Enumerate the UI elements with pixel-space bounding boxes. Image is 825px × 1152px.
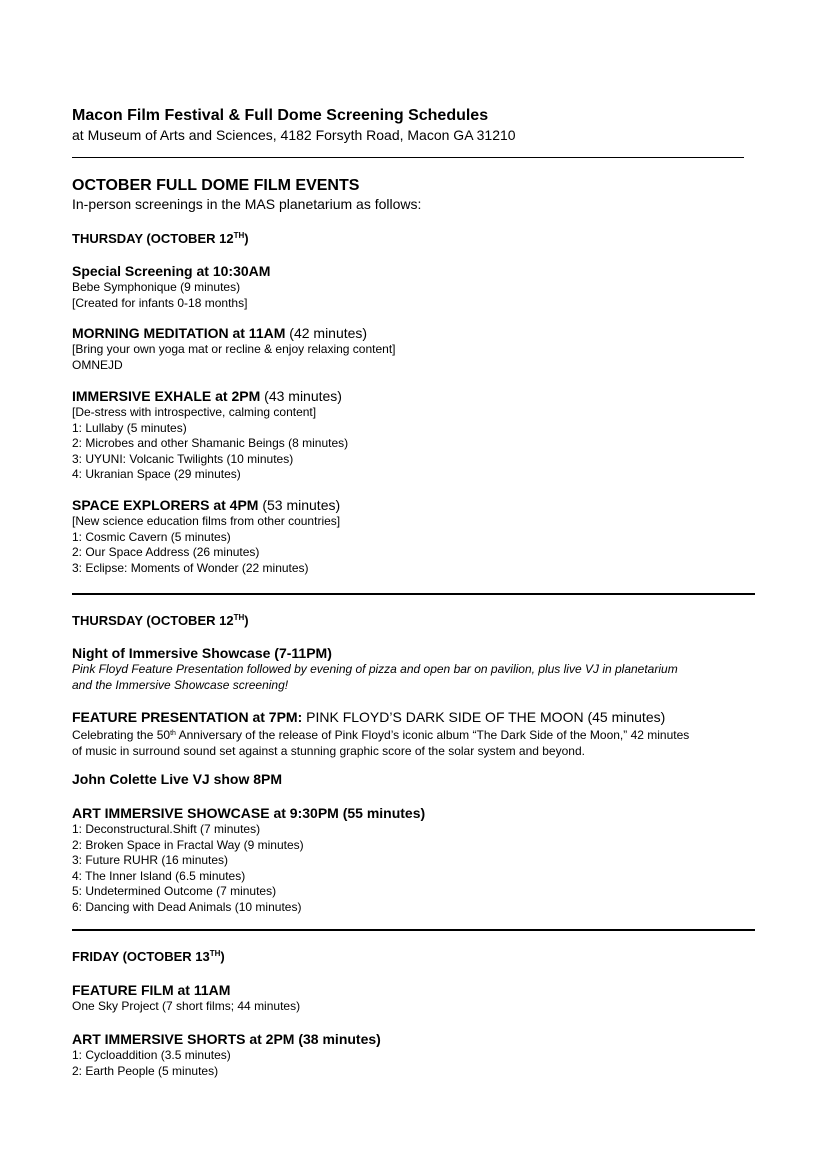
event-immersive-exhale — [72, 388, 762, 483]
event-detail: Celebrating the 50th Anniversary of the release of Pink Floyd’s iconic album “The Dark Side of the Moon,” 42 minutes — [72, 728, 690, 742]
event-duration: (42 minutes) — [285, 325, 368, 341]
event-detail: [De-stress with introspective, calming content] — [72, 405, 317, 419]
event-live-vj-show — [72, 771, 762, 788]
event-duration: (53 minutes) — [258, 497, 341, 513]
event-title: IMMERSIVE EXHALE at 2PM — [72, 388, 261, 404]
film-item: 3: Eclipse: Moments of Wonder (22 minutes) — [72, 560, 309, 575]
event-detail: [Bring your own yoga mat or recline & enjoy relaxing content] — [72, 342, 396, 356]
event-detail: [New science education films from other countries] — [72, 514, 341, 528]
film-item: 6: Dancing with Dead Animals (10 minutes) — [72, 899, 302, 914]
event-title: FEATURE FILM at 11AM — [72, 982, 231, 998]
event-detail: One Sky Project (7 short films; 44 minutes) — [72, 999, 301, 1013]
film-item: 2: Microbes and other Shamanic Beings (8 minutes) — [72, 436, 349, 450]
film-item: 4: Ukranian Space (29 minutes) — [72, 467, 241, 481]
event-detail: [Created for infants 0-18 months] — [72, 295, 248, 310]
event-morning-meditation — [72, 325, 762, 373]
event-duration: (43 minutes) — [260, 388, 342, 404]
day-heading-friday: FRIDAY (OCTOBER 13TH) — [72, 949, 225, 964]
film-item: 1: Cosmic Cavern (5 minutes) — [72, 529, 231, 544]
film-item: 1: Deconstructural.Shift (7 minutes) — [72, 822, 261, 836]
film-item: 5: Undetermined Outcome (7 minutes) — [72, 884, 277, 898]
event-detail: Bebe Symphonique (9 minutes) — [72, 280, 241, 294]
event-feature-film — [72, 982, 762, 1015]
film-item: 2: Earth People (5 minutes) — [72, 1063, 219, 1078]
venue-address: at Museum of Arts and Sciences, 4182 Forsyth Road, Macon GA 31210 — [72, 127, 516, 143]
event-feature-presentation — [72, 709, 762, 759]
event-title: SPACE EXPLORERS at 4PM — [72, 497, 259, 513]
event-special-screening — [72, 263, 762, 311]
event-title: John Colette Live VJ show 8PM — [72, 771, 283, 787]
event-detail: of music in surround sound set against a stunning graphic score of the solar system and beyond. — [72, 743, 585, 758]
event-title: ART IMMERSIVE SHORTS at 2PM (38 minutes) — [72, 1031, 381, 1047]
film-item: 1: Cycloaddition (3.5 minutes) — [72, 1048, 231, 1062]
event-space-explorers — [72, 497, 762, 576]
film-item: 3: Future RUHR (16 minutes) — [72, 853, 229, 867]
film-item: 1: Lullaby (5 minutes) — [72, 420, 187, 435]
event-title: MORNING MEDITATION at 11AM — [72, 325, 286, 341]
film-item: 2: Broken Space in Fractal Way (9 minutes) — [72, 837, 304, 852]
section-subtitle: In-person screenings in the MAS planetarium as follows: — [72, 196, 422, 212]
event-title: Special Screening at 10:30AM — [72, 263, 271, 279]
event-detail: OMNEJD — [72, 357, 123, 372]
event-night-of-immersive-showcase — [72, 645, 762, 693]
film-item: 2: Our Space Address (26 minutes) — [72, 545, 260, 559]
section-title: OCTOBER FULL DOME FILM EVENTS — [72, 177, 360, 194]
event-title: Night of Immersive Showcase (7-11PM) — [72, 645, 332, 661]
section-divider — [72, 929, 755, 931]
film-item: 3: UYUNI: Volcanic Twilights (10 minutes) — [72, 451, 294, 466]
day-heading-thursday-1: THURSDAY (OCTOBER 12TH) — [72, 231, 249, 246]
event-art-immersive-shorts — [72, 1031, 762, 1079]
event-detail: and the Immersive Showcase screening! — [72, 677, 289, 692]
section-divider — [72, 593, 755, 595]
event-art-immersive-showcase — [72, 805, 762, 915]
event-title: FEATURE PRESENTATION at 7PM: — [72, 709, 303, 725]
header-divider — [72, 157, 744, 158]
document-title: Macon Film Festival & Full Dome Screening Schedules — [72, 107, 489, 124]
day-heading-thursday-2: THURSDAY (OCTOBER 12TH) — [72, 613, 249, 628]
event-detail: Pink Floyd Feature Presentation followed by evening of pizza and open bar on pavilion, plus live VJ in planetarium — [72, 662, 678, 676]
event-title: ART IMMERSIVE SHOWCASE at 9:30PM (55 minutes) — [72, 805, 426, 821]
event-film-title: PINK FLOYD’S DARK SIDE OF THE MOON (45 minutes) — [302, 709, 666, 725]
film-item: 4: The Inner Island (6.5 minutes) — [72, 868, 246, 883]
